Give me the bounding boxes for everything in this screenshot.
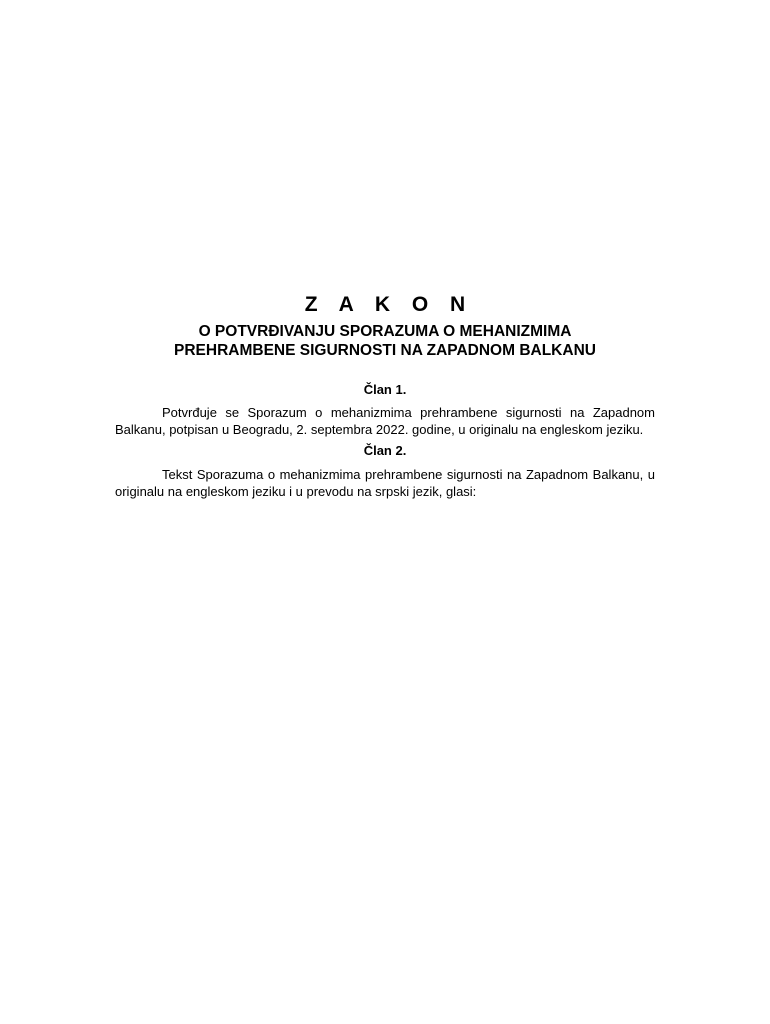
law-subtitle: O POTVRĐIVANJU SPORAZUMA O MEHANIZMIMA PREHRAMBENE SIGURNOSTI NA ZAPADNOM BALKANU xyxy=(174,323,596,359)
article-1-heading: Član 1. xyxy=(363,382,407,397)
article-2-heading: Član 2. xyxy=(363,443,407,458)
article-2-text: Tekst Sporazuma o mehanizmima prehrambene sigurnosti na Zapadnom Balkanu, u originalu na engleskom jeziku i u prevodu na srpski jezik, glasi: xyxy=(115,467,655,499)
article-1-text: Potvrđuje se Sporazum o mehanizmima prehrambene sigurnosti na Zapadnom Balkanu, potpisan u Beogradu, 2. septembra 2022. godine, u originalu na engleskom jeziku. xyxy=(115,405,655,437)
law-title: Z A K O N xyxy=(304,293,474,316)
document-body xyxy=(115,292,655,500)
